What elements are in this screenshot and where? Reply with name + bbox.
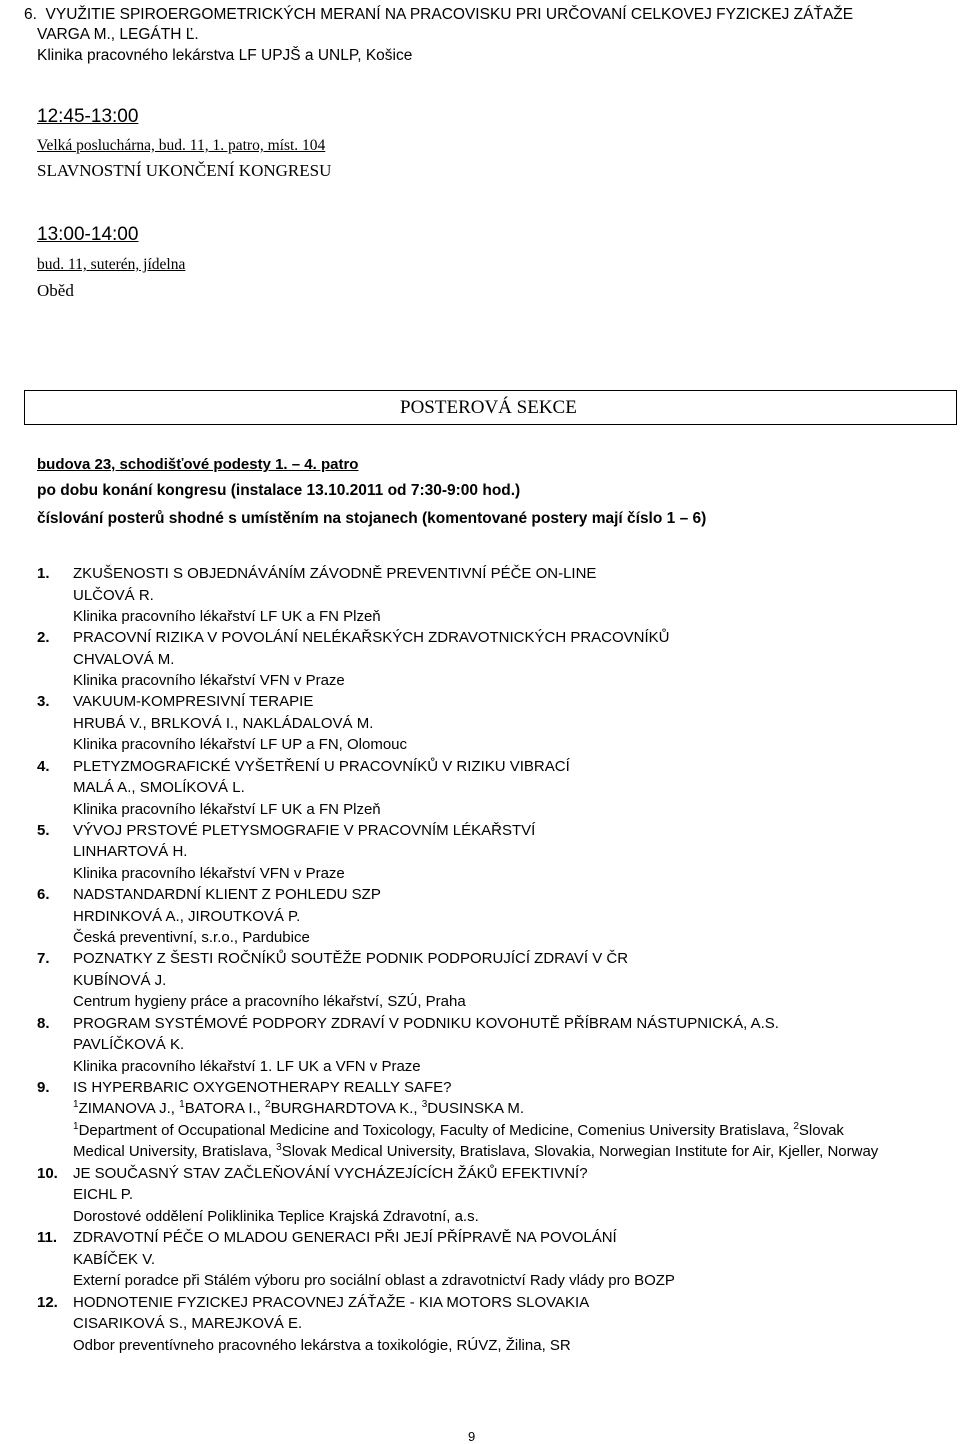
poster-section-banner (24, 390, 957, 425)
poster-number: 8. (37, 1015, 50, 1032)
lunch-place: bud. 11, suterén, jídelna (37, 256, 186, 273)
poster-title: PLETYZMOGRAFICKÉ VYŠETŘENÍ U PRACOVNÍKŮ V RIZIKU VIBRACÍ (73, 758, 570, 775)
poster-title: VÝVOJ PRSTOVÉ PLETYSMOGRAFIE V PRACOVNÍM LÉKAŘSTVÍ (73, 822, 536, 839)
poster-authors: HRDINKOVÁ A., JIROUTKOVÁ P. (73, 908, 301, 925)
poster-authors: CISARIKOVÁ S., MAREJKOVÁ E. (73, 1315, 303, 1332)
poster-number: 1. (37, 565, 50, 582)
poster-authors: PAVLÍČKOVÁ K. (73, 1036, 185, 1053)
poster-affiliation-line-2: Medical University, Bratislava, $^3$Slovak Medical University, Bratislava, Slovakia, Norwegian Institute for Air, Kjeller, Norway (73, 1142, 879, 1160)
poster-affiliation: Česká preventivní, s.r.o., Pardubice (73, 929, 310, 946)
poster-title: JE SOUČASNÝ STAV ZAČLEŇOVÁNÍ VYCHÁZEJÍCÍCH ŽÁKŮ EFEKTIVNÍ? (73, 1165, 588, 1182)
poster-authors: $^1$ZIMANOVA J., $^1$BATORA I., $^2$BURGHARDTOVA K., $^3$DUSINSKA M. (73, 1099, 524, 1117)
header-affiliation: Klinika pracovného lekárstva LF UPJŠ a UNLP, Košice (37, 47, 413, 64)
poster-duration: po dobu konání kongresu (instalace 13.10.2011 od 7:30-9:00 hod.) (37, 482, 521, 499)
poster-number: 7. (37, 950, 50, 967)
poster-affiliation: Klinika pracovního lékařství 1. LF UK a VFN v Praze (73, 1058, 421, 1075)
poster-authors: CHVALOVÁ M. (73, 651, 175, 668)
poster-number: 4. (37, 758, 50, 775)
poster-number: 9. (37, 1079, 50, 1096)
poster-authors: MALÁ A., SMOLÍKOVÁ L. (73, 779, 245, 796)
page-number: 9 (468, 1429, 476, 1444)
lunch-title: Oběd (37, 281, 74, 300)
poster-affiliation: Externí poradce při Stálém výboru pro sociální oblast a zdravotnictví Rady vlády pro BOZP (73, 1272, 675, 1289)
poster-authors: HRUBÁ V., BRLKOVÁ I., NAKLÁDALOVÁ M. (73, 715, 374, 732)
poster-affiliation: Klinika pracovního lékařství LF UK a FN Plzeň (73, 801, 381, 818)
poster-number: 2. (37, 629, 50, 646)
poster-title: HODNOTENIE FYZICKEJ PRACOVNEJ ZÁŤAŽE - KIA MOTORS SLOVAKIA (73, 1294, 590, 1311)
poster-title: PROGRAM SYSTÉMOVÉ PODPORY ZDRAVÍ V PODNIKU KOVOHUTĚ PŘÍBRAM NÁSTUPNICKÁ, A.S. (73, 1015, 779, 1032)
poster-authors: EICHL P. (73, 1186, 134, 1203)
poster-number: 10. (37, 1165, 58, 1182)
poster-affiliation: Klinika pracovního lékařství LF UP a FN, Olomouc (73, 736, 408, 753)
poster-number: 6. (37, 886, 50, 903)
poster-section-title: POSTEROVÁ SEKCE (400, 397, 577, 418)
poster-title: PRACOVNÍ RIZIKA V POVOLÁNÍ NELÉKAŘSKÝCH ZDRAVOTNICKÝCH PRACOVNÍKŮ (73, 629, 670, 646)
poster-title: NADSTANDARDNÍ KLIENT Z POHLEDU SZP (73, 886, 381, 903)
poster-number: 3. (37, 693, 50, 710)
header-line-1: 6. VYUŽITIE SPIROERGOMETRICKÝCH MERANÍ NA PRACOVISKU PRI URČOVANÍ CELKOVEJ FYZICKEJ ZÁŤAŽE (24, 6, 854, 23)
poster-number: 11. (37, 1229, 58, 1246)
poster-number: 5. (37, 822, 50, 839)
poster-affiliation: Klinika pracovního lékařství VFN v Praze (73, 672, 345, 689)
poster-affiliation-line-1: $^1$Department of Occupational Medicine and Toxicology, Faculty of Medicine, Comenius University Bratislava, $^2$Slovak (73, 1121, 844, 1139)
poster-authors: LINHARTOVÁ H. (73, 843, 188, 860)
poster-title: POZNATKY Z ŠESTI ROČNÍKŮ SOUTĚŽE PODNIK PODPORUJÍCÍ ZDRAVÍ V ČR (73, 950, 629, 967)
closing-time: 12:45-13:00 (37, 106, 139, 127)
poster-title: ZKUŠENOSTI S OBJEDNÁVÁNÍM ZÁVODNĚ PREVENTIVNÍ PÉČE ON-LINE (73, 565, 597, 582)
poster-number: 12. (37, 1294, 58, 1311)
poster-affiliation: Klinika pracovního lékařství VFN v Praze (73, 865, 345, 882)
poster-authors: KABÍČEK V. (73, 1251, 155, 1268)
poster-title: VAKUUM-KOMPRESIVNÍ TERAPIE (73, 693, 314, 710)
poster-affiliation: Dorostové oddělení Poliklinika Teplice Krajská Zdravotní, a.s. (73, 1208, 479, 1225)
poster-authors: ULČOVÁ R. (73, 587, 154, 604)
poster-title: ZDRAVOTNÍ PÉČE O MLADOU GENERACI PŘI JEJÍ PŘÍPRAVĚ NA POVOLÁNÍ (73, 1229, 617, 1246)
poster-affiliation: Klinika pracovního lékařství LF UK a FN Plzeň (73, 608, 381, 625)
lunch-time: 13:00-14:00 (37, 224, 139, 245)
closing-place: Velká posluchárna, bud. 11, 1. patro, míst. 104 (37, 137, 326, 154)
header-authors: VARGA M., LEGÁTH Ľ. (37, 26, 199, 43)
poster-affiliation: Odbor preventívneho pracovného lekárstva a toxikológie, RÚVZ, Žilina, SR (73, 1337, 571, 1354)
poster-authors: KUBÍNOVÁ J. (73, 972, 167, 989)
poster-location: budova 23, schodišťové podesty 1. – 4. patro (37, 456, 359, 473)
poster-affiliation: Centrum hygieny práce a pracovního lékařství, SZÚ, Praha (73, 993, 466, 1010)
closing-title: SLAVNOSTNÍ UKONČENÍ KONGRESU (37, 161, 332, 180)
poster-title: IS HYPERBARIC OXYGENOTHERAPY REALLY SAFE? (73, 1079, 452, 1096)
poster-numbering: číslování posterů shodné s umístěním na stojanech (komentované postery mají číslo 1 – 6) (37, 510, 707, 527)
